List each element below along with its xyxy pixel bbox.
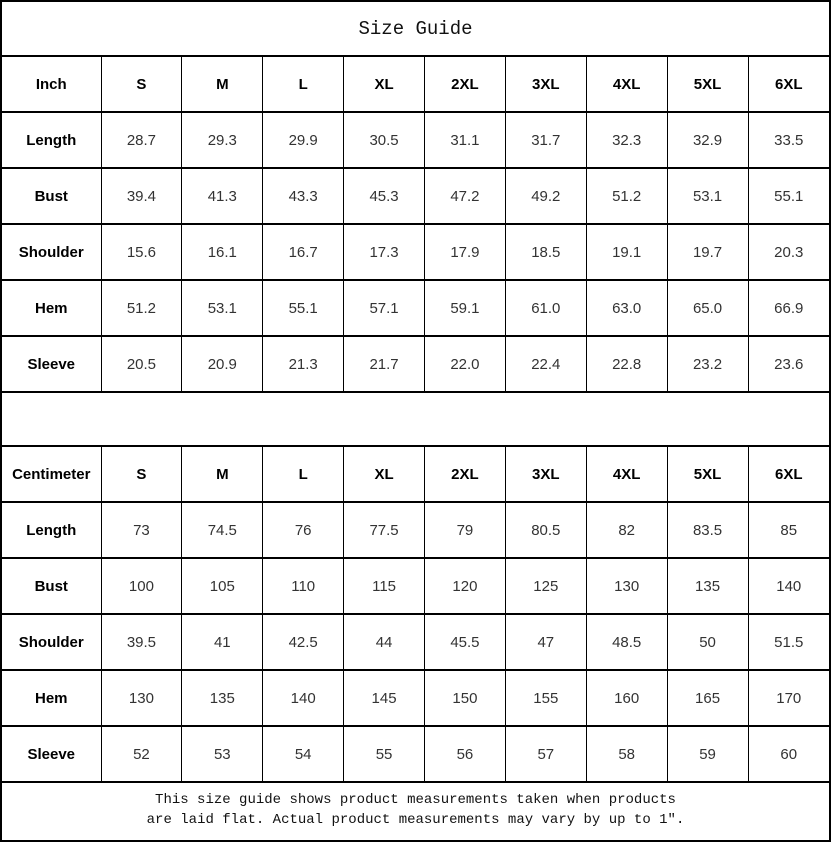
measurement-value: 52 <box>101 726 182 781</box>
measurement-value: 54 <box>263 726 344 781</box>
measurement-label: Sleeve <box>2 726 101 781</box>
size-header-3xl: 3XL <box>505 57 586 112</box>
measurement-value: 21.7 <box>344 336 425 391</box>
measurement-label: Length <box>2 502 101 558</box>
measurement-value: 32.3 <box>586 112 667 168</box>
measurement-value: 49.2 <box>505 168 586 224</box>
size-header-6xl: 6XL <box>748 447 829 502</box>
measurement-value: 53 <box>182 726 263 781</box>
measurement-value: 45.5 <box>425 614 506 670</box>
measurement-label: Hem <box>2 670 101 726</box>
measurement-value: 23.2 <box>667 336 748 391</box>
measurement-value: 60 <box>748 726 829 781</box>
size-header-l: L <box>263 57 344 112</box>
measurement-value: 115 <box>344 558 425 614</box>
measurement-value: 56 <box>425 726 506 781</box>
measurement-value: 43.3 <box>263 168 344 224</box>
measurement-value: 31.1 <box>425 112 506 168</box>
measurement-value: 15.6 <box>101 224 182 280</box>
measurement-value: 23.6 <box>748 336 829 391</box>
measurement-value: 18.5 <box>505 224 586 280</box>
measurement-value: 50 <box>667 614 748 670</box>
measurement-value: 135 <box>182 670 263 726</box>
measurement-value: 20.3 <box>748 224 829 280</box>
measurement-value: 165 <box>667 670 748 726</box>
measurement-value: 29.3 <box>182 112 263 168</box>
measurement-value: 65.0 <box>667 280 748 336</box>
page-title: Size Guide <box>2 2 829 57</box>
measurement-value: 110 <box>263 558 344 614</box>
measurement-value: 22.4 <box>505 336 586 391</box>
table-row-bust-inch <box>2 168 829 224</box>
measurement-value: 41.3 <box>182 168 263 224</box>
cm-header-row <box>2 447 829 502</box>
measurement-value: 63.0 <box>586 280 667 336</box>
measurement-value: 28.7 <box>101 112 182 168</box>
measurement-value: 47 <box>505 614 586 670</box>
inch-header-row <box>2 57 829 112</box>
table-row-bust-cm <box>2 558 829 614</box>
measurement-label: Length <box>2 112 101 168</box>
measurement-value: 16.1 <box>182 224 263 280</box>
measurement-value: 170 <box>748 670 829 726</box>
size-header-m: M <box>182 57 263 112</box>
measurement-value: 17.3 <box>344 224 425 280</box>
footer-note <box>2 781 829 842</box>
table-row-length-cm <box>2 502 829 558</box>
size-header-3xl: 3XL <box>505 447 586 502</box>
measurement-value: 33.5 <box>748 112 829 168</box>
measurement-value: 160 <box>586 670 667 726</box>
footer-note-line1: This size guide shows product measurements taken when products <box>155 792 676 808</box>
measurement-value: 125 <box>505 558 586 614</box>
table-row-hem-inch <box>2 280 829 336</box>
measurement-value: 22.0 <box>425 336 506 391</box>
measurement-value: 31.7 <box>505 112 586 168</box>
measurement-label: Sleeve <box>2 336 101 391</box>
size-header-xl: XL <box>344 57 425 112</box>
measurement-value: 80.5 <box>505 502 586 558</box>
measurement-value: 76 <box>263 502 344 558</box>
measurement-value: 22.8 <box>586 336 667 391</box>
measurement-value: 77.5 <box>344 502 425 558</box>
measurement-value: 48.5 <box>586 614 667 670</box>
unit-header-inch: Inch <box>2 57 101 112</box>
measurement-value: 51.5 <box>748 614 829 670</box>
size-header-s: S <box>101 447 182 502</box>
measurement-label: Bust <box>2 168 101 224</box>
size-header-4xl: 4XL <box>586 57 667 112</box>
measurement-value: 42.5 <box>263 614 344 670</box>
unit-header-centimeter: Centimeter <box>2 447 101 502</box>
measurement-value: 32.9 <box>667 112 748 168</box>
size-header-s: S <box>101 57 182 112</box>
measurement-label: Shoulder <box>2 614 101 670</box>
size-header-6xl: 6XL <box>748 57 829 112</box>
measurement-value: 39.5 <box>101 614 182 670</box>
measurement-value: 57 <box>505 726 586 781</box>
measurement-value: 61.0 <box>505 280 586 336</box>
measurement-value: 55.1 <box>748 168 829 224</box>
measurement-value: 55 <box>344 726 425 781</box>
size-header-4xl: 4XL <box>586 447 667 502</box>
measurement-value: 140 <box>748 558 829 614</box>
table-row-sleeve-cm <box>2 726 829 781</box>
size-header-2xl: 2XL <box>425 57 506 112</box>
measurement-value: 17.9 <box>425 224 506 280</box>
table-row-shoulder-inch <box>2 224 829 280</box>
measurement-value: 59 <box>667 726 748 781</box>
measurement-value: 19.7 <box>667 224 748 280</box>
size-header-2xl: 2XL <box>425 447 506 502</box>
footer-note-line2: are laid flat. Actual product measurements may vary by up to 1″. <box>146 812 685 828</box>
measurement-value: 19.1 <box>586 224 667 280</box>
table-spacer <box>2 391 829 447</box>
table-row-hem-cm <box>2 670 829 726</box>
measurement-value: 47.2 <box>425 168 506 224</box>
measurement-value: 45.3 <box>344 168 425 224</box>
measurement-value: 66.9 <box>748 280 829 336</box>
measurement-value: 51.2 <box>101 280 182 336</box>
measurement-value: 130 <box>586 558 667 614</box>
table-row-sleeve-inch <box>2 336 829 391</box>
measurement-value: 59.1 <box>425 280 506 336</box>
measurement-value: 55.1 <box>263 280 344 336</box>
measurement-value: 58 <box>586 726 667 781</box>
measurement-value: 39.4 <box>101 168 182 224</box>
measurement-value: 21.3 <box>263 336 344 391</box>
size-header-5xl: 5XL <box>667 447 748 502</box>
measurement-value: 30.5 <box>344 112 425 168</box>
measurement-label: Bust <box>2 558 101 614</box>
size-header-m: M <box>182 447 263 502</box>
measurement-value: 105 <box>182 558 263 614</box>
measurement-value: 145 <box>344 670 425 726</box>
measurement-value: 20.9 <box>182 336 263 391</box>
measurement-value: 53.1 <box>667 168 748 224</box>
measurement-value: 73 <box>101 502 182 558</box>
measurement-value: 44 <box>344 614 425 670</box>
centimeter-size-table <box>2 447 829 781</box>
measurement-value: 100 <box>101 558 182 614</box>
inch-size-table <box>2 57 829 391</box>
measurement-value: 16.7 <box>263 224 344 280</box>
table-row-shoulder-cm <box>2 614 829 670</box>
measurement-value: 74.5 <box>182 502 263 558</box>
measurement-label: Hem <box>2 280 101 336</box>
measurement-value: 79 <box>425 502 506 558</box>
measurement-value: 155 <box>505 670 586 726</box>
size-header-5xl: 5XL <box>667 57 748 112</box>
measurement-label: Shoulder <box>2 224 101 280</box>
table-row-length-inch <box>2 112 829 168</box>
size-header-xl: XL <box>344 447 425 502</box>
size-header-l: L <box>263 447 344 502</box>
measurement-value: 20.5 <box>101 336 182 391</box>
measurement-value: 130 <box>101 670 182 726</box>
measurement-value: 57.1 <box>344 280 425 336</box>
measurement-value: 83.5 <box>667 502 748 558</box>
measurement-value: 51.2 <box>586 168 667 224</box>
measurement-value: 41 <box>182 614 263 670</box>
measurement-value: 140 <box>263 670 344 726</box>
measurement-value: 150 <box>425 670 506 726</box>
measurement-value: 29.9 <box>263 112 344 168</box>
measurement-value: 82 <box>586 502 667 558</box>
measurement-value: 135 <box>667 558 748 614</box>
measurement-value: 120 <box>425 558 506 614</box>
measurement-value: 53.1 <box>182 280 263 336</box>
measurement-value: 85 <box>748 502 829 558</box>
